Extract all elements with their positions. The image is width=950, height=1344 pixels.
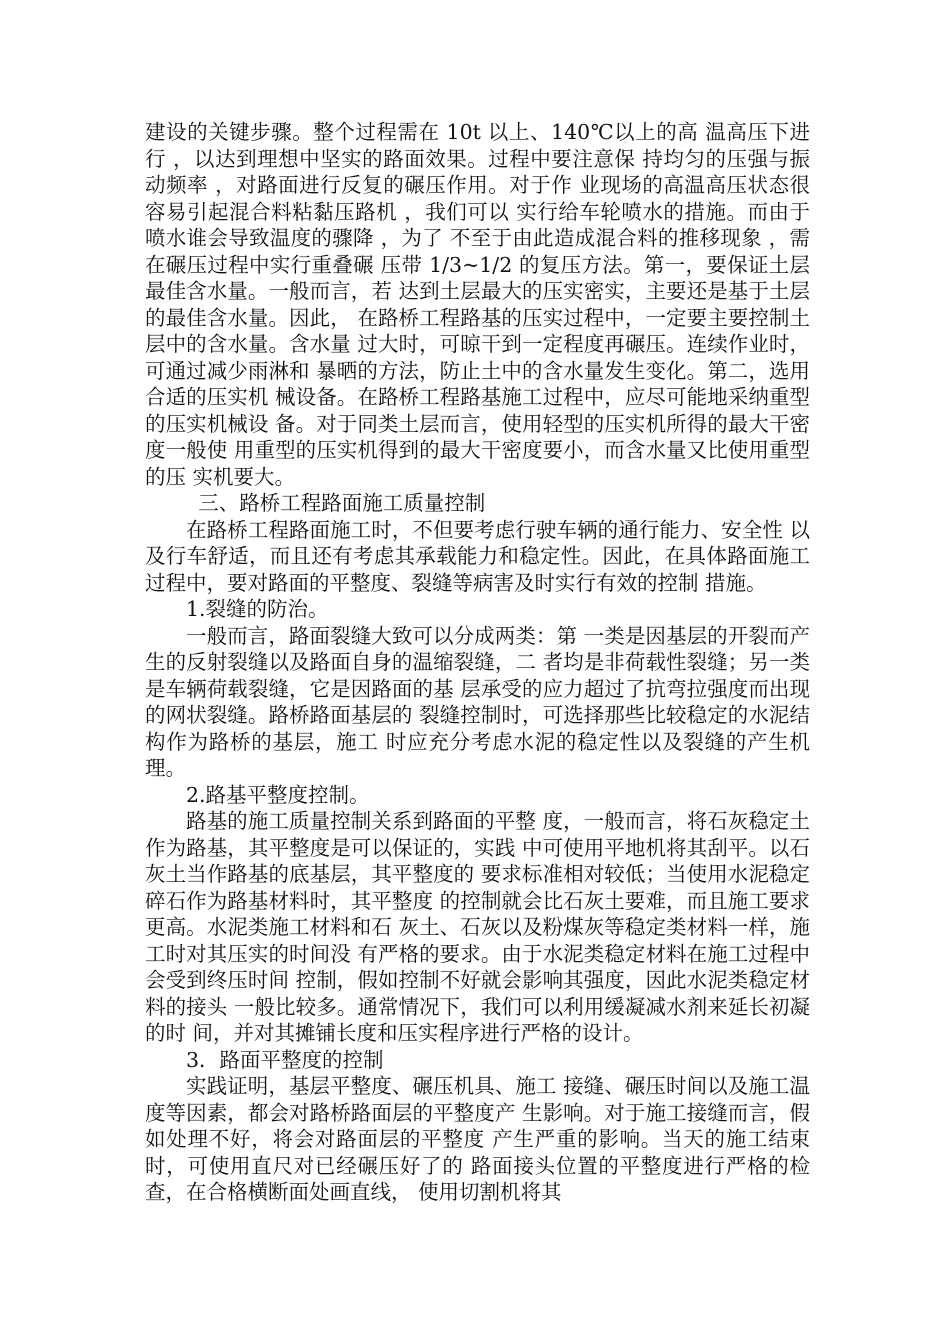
paragraph-subgrade-flatness: 路基的施工质量控制关系到路面的平整 度，一般而言，将石灰稳定土作为路基，其平整度是可以保证的，实践 中可使用平地机将其刮平。以石灰土当作路基的底基层，其平整度的 要求标准相对较低；当使用水泥稳定碎石作为路基材料时，其平整度 的控制就会比石灰土要难，而且施工要求更高。水泥类施工材料和石 灰土、石灰以及粉煤灰等稳定类材料一样，施工时对其压实的时间没 有严格的要求。由于水泥类稳定材料在施工过程中会受到终压时间 控制，假如控制不好就会影响其强度，因此水泥类稳定材料的接头 一般比较多。通常情况下，我们可以利用缓凝减水剂来延长初凝的时 间，并对其摊铺长度和压实程序进行严格的设计。 xyxy=(145,809,810,1045)
paragraph-pavement-flatness: 实践证明，基层平整度、碾压机具、施工 接缝、碾压时间以及施工温度等因素，都会对路桥路面层的平整度产 生影响。对于施工接缝而言，假如处理不好，将会对路面层的平整度 产生严重的影响。当天的施工结束时，可使用直尺对已经碾压好了的 路面接头位置的平整度进行严格的检查，在合格横断面处画直线， 使用切割机将其 xyxy=(145,1074,810,1204)
paragraph-crack-prevention: 一般而言，路面裂缝大致可以分成两类：第 一类是因基层的开裂而产生的反射裂缝以及路面自身的温缩裂缝，二 者均是非荷载性裂缝；另一类是车辆荷载裂缝，它是因路面的基 层承受的应力超过了抗弯拉强度而出现的网状裂缝。路桥路面基层的 裂缝控制时，可选择那些比较稳定的水泥结构作为路桥的基层，施工 时应充分考虑水泥的稳定性以及裂缝的产生机理。 xyxy=(145,623,810,780)
document-page xyxy=(145,119,810,1206)
section-heading-pavement-quality: 三、路桥工程路面施工质量控制 xyxy=(198,491,486,515)
subheading-crack-prevention: 1.裂缝的防治。 xyxy=(186,597,329,621)
paragraph-compaction-methods: 建设的关键步骤。整个过程需在 10t 以上、140℃以上的高 温高压下进行 ，以达到理想中坚实的路面效果。过程中要注意保 持均匀的压强与振动频率 ，对路面进行反复的碾压作用。对于作 业现场的高温高压状态很容易引起混合料粘黏压路机 ，我们可以 实行给车轮喷水的措施。而由于喷水谁会导致温度的骤降 ，为了 不至于由此造成混合料的推移现象 ，需在碾压过程中实行重叠碾 压带 1/3~1/2 的复压方法。第一，要保证土层最佳含水量。一般而言，若 达到土层最大的压实密实，主要还是基于土层的最佳含水量。因此， 在路桥工程路基的压实过程中，一定要主要控制土层中的含水量。含水量 过大时，可晾干到一定程度再碾压。连续作业时，可通过减少雨淋和 暴晒的方法，防止土中的含水量发生变化。第二，选用合适的压实机 械设备。在路桥工程路基施工过程中，应尽可能地采纳重型的压实机械设 备。对于同类土层而言，使用轻型的压实机所得的最大干密度一般使 用重型的压实机得到的最大干密度要小，而含水量又比使用重型的压 实机要大。 xyxy=(145,120,810,489)
paragraph-pavement-intro: 在路桥工程路面施工时，不但要考虑行驶车辆的通行能力、安全性 以及行车舒适，而且还有考虑其承载能力和稳定性。因此，在具体路面施工过程中，要对路面的平整度、裂缝等病害及时实行有效的控制 措施。 xyxy=(145,517,810,595)
subheading-subgrade-flatness: 2.路基平整度控制。 xyxy=(186,782,370,807)
subheading-pavement-flatness: 3．路面平整度的控制 xyxy=(186,1047,384,1072)
